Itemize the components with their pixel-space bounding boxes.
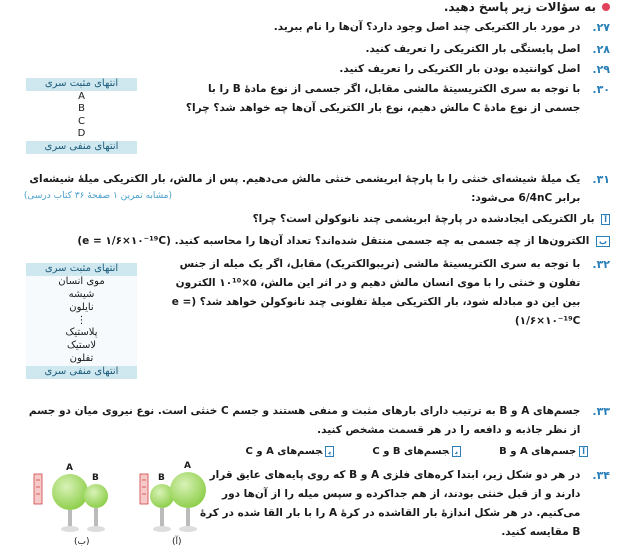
series-item: پلاستیک [26, 327, 137, 340]
charged-rod-icon [140, 474, 148, 504]
series-item: نایلون [26, 302, 137, 315]
label-sphere-a: A [66, 463, 73, 473]
figure-a [140, 461, 206, 546]
sphere-a-icon [170, 472, 206, 508]
series-item: لاستیک [26, 340, 137, 353]
bullet-dot-icon [602, 3, 610, 11]
induction-figure [26, 456, 216, 546]
reference-note: (مشابه تمرین ۱ صفحهٔ ۳۶ کتاب درسی) [23, 191, 172, 201]
label-sphere-b: B [158, 473, 165, 483]
question-33: ۳۳. جسم‌های A و B به ترتیب دارای بارهای مثبت و منفی هستند و جسم C خنثی است. نوع نیروی میان دو جسم از نظر جاذبه و دافعه را در هر قسمت مشخص کنید. [28, 405, 610, 436]
question-31: ۳۱. یک میلهٔ شیشه‌ای خنثی را با پارچهٔ ابریشمی خنثی مالش می‌دهیم. پس از مالش، بار الکتریکی میلهٔ شیشه‌ای برابر 6/4nC می‌شود: [29, 173, 610, 204]
series-negative-end: انتهای منفی سری [26, 141, 137, 154]
series-positive-end: انتهای مثبت سری [26, 78, 137, 91]
charged-rod-icon [34, 474, 42, 504]
series-item: A [26, 91, 137, 104]
section-header [444, 0, 610, 14]
question-34: ۳۴. در هر دو شکل زیر، ابتدا کره‌های فلزی A و B که روی پایه‌های عایق قرار دارند و از قبل خنثی بودند، از هم جداکرده و سپس میله را از آن‌ها دور می‌کنیم. در هر شکل اندازهٔ بار القاشده در کرهٔ A را با بار القا شده در کرهٔ B مقایسه کنید. [200, 469, 610, 538]
series-item: C [26, 116, 137, 129]
label-sphere-b: B [92, 473, 99, 483]
series-item: تفلون [26, 353, 137, 366]
question-28: ۲۸. اصل پایستگی بار الکتریکی را تعریف کنید. [365, 43, 610, 56]
option-c: پجسم‌های A و C [246, 446, 335, 457]
header-text: به سؤالات زیر پاسخ دهید. [443, 0, 596, 14]
series-negative-end: انتهای منفی سری [26, 366, 137, 379]
question-32: ۳۲. با توجه به سری الکتریسیتهٔ مالشی (تریبوالکتریک) مقابل، اگر یک میله از جنس تفلون و خنثی را با موی انسان مالش دهیم و در اثر این مالش، ۵×۱۰¹⁰ الکترون بین این دو مبادله شود، بار الکتریکی میلهٔ تفلونی چند نانوکولن خواهد شد؟ (e = ۱/۶×۱۰⁻¹⁹C) [171, 258, 610, 327]
sphere-b-icon [84, 484, 108, 508]
sub-question-b: ب الکترون‌ها از چه جسمی به چه جسمی منتقل شده‌اند؟ تعداد آن‌ها را محاسبه کنید. (e = ۱/۶×۱۰⁻¹⁹C) [30, 232, 610, 251]
question-33-options [246, 446, 588, 457]
series-item: موی انسان [26, 276, 137, 289]
question-30: ۳۰. با توجه به سری الکتریسیتهٔ مالشی مقابل، اگر جسمی از نوع مادهٔ B را با جسمی از نوع مادهٔ C مالش دهیم، نوع بار الکتریکی آن‌ها چه خواهد شد؟ چرا؟ [185, 83, 610, 114]
figure-a-caption: (آ) [172, 537, 182, 546]
option-label-b: ب [596, 236, 610, 247]
series-item: شیشه [26, 289, 137, 302]
series-item: D [26, 128, 137, 141]
series-item: ⋮ [26, 315, 137, 328]
series-positive-end: انتهای مثبت سری [26, 263, 137, 276]
question-27: ۲۷. در مورد بار الکتریکی چند اصل وجود دارد؟ آن‌ها را نام ببرید. [273, 21, 610, 34]
question-29: ۲۹. اصل کوانتیده بودن بار الکتریکی را تعریف کنید. [339, 63, 610, 76]
label-sphere-a: A [184, 461, 191, 471]
triboelectric-series-1 [26, 78, 137, 154]
option-b: بجسم‌های B و C [372, 446, 461, 457]
figure-b-caption: (ب) [74, 537, 90, 546]
option-label-a: آ [601, 214, 610, 225]
series-item: B [26, 103, 137, 116]
sphere-a-icon [52, 474, 88, 510]
figure-b [34, 463, 108, 546]
sub-question-a: آ بار الکتریکی ایجادشده در پارچهٔ ابریشمی چند نانوکولن است؟ چرا؟ [30, 210, 610, 229]
option-a: آجسم‌های A و B [499, 446, 588, 457]
triboelectric-series-2 [26, 263, 137, 379]
